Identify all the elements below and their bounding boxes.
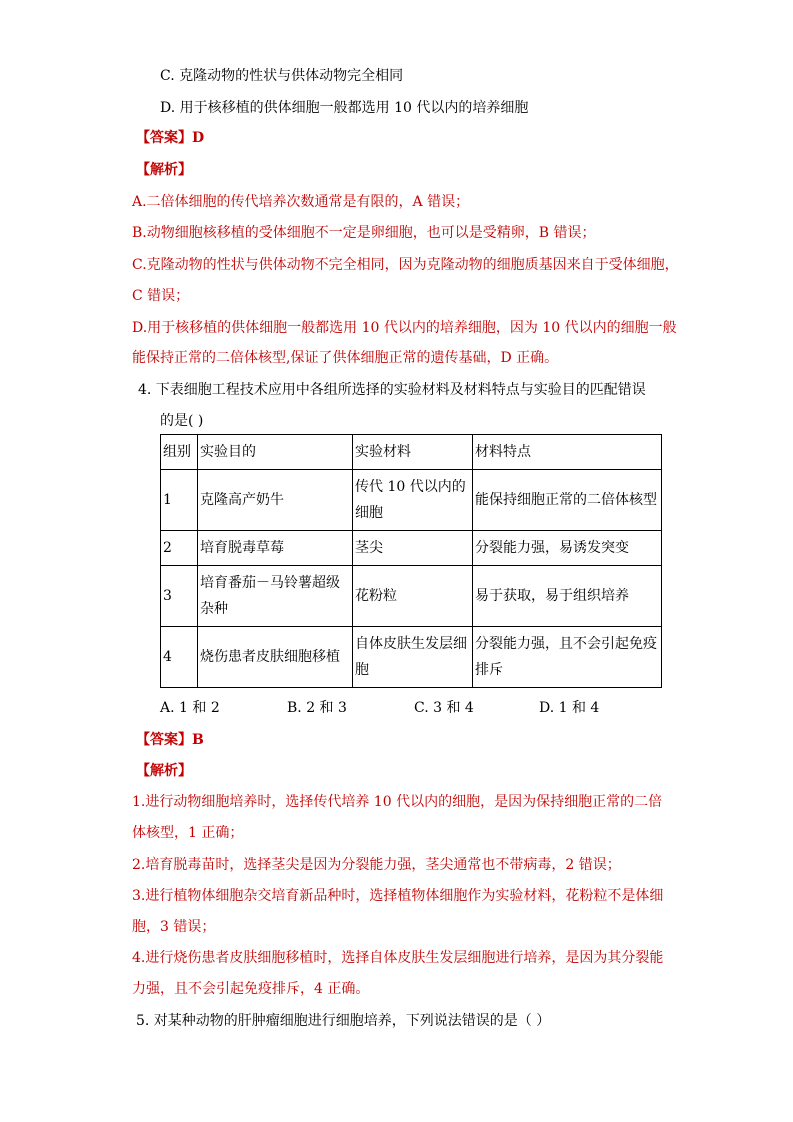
- table-row: [161, 470, 662, 531]
- analysis-line: 能保持正常的二倍体核型,保证了供体细胞正常的遗传基础，D 正确。: [132, 350, 559, 366]
- table-cell: 克隆高产奶牛: [198, 470, 353, 531]
- option-c: C. 克隆动物的性状与供体动物完全相同: [160, 68, 404, 84]
- table-cell: 分裂能力强，易诱发突变: [473, 531, 662, 566]
- option-a: A. 1 和 2: [160, 700, 220, 716]
- table-cell: 分裂能力强，且不会引起免疫排斥: [473, 627, 662, 688]
- answer-options: [160, 698, 599, 718]
- table-cell: 1: [161, 470, 198, 531]
- analysis-line: D.用于核移植的供体细胞一般都选用 10 代以内的培养细胞，因为 10 代以内的细胞一般: [132, 320, 677, 336]
- table-cell: 能保持细胞正常的二倍体核型: [473, 470, 662, 531]
- analysis-label: 【解析】: [136, 162, 192, 178]
- table-cell: 烧伤患者皮肤细胞移植: [198, 627, 353, 688]
- table-cell: 3: [161, 566, 198, 627]
- answer-label: 【答案】D: [136, 130, 205, 146]
- question-4-stem-cont: 的是( ): [160, 413, 204, 429]
- option-c: C. 3 和 4: [414, 700, 474, 716]
- analysis-label: 【解析】: [136, 763, 192, 779]
- option-b: B. 2 和 3: [287, 700, 347, 716]
- analysis-line: 胞，3 错误；: [132, 919, 216, 935]
- table-header-cell: 材料特点: [473, 435, 662, 470]
- analysis-line: 2.培育脱毒苗时，选择茎尖是因为分裂能力强，茎尖通常也不带病毒，2 错误；: [132, 857, 621, 873]
- table-row: [161, 531, 662, 566]
- table-header-cell: 组别: [161, 435, 198, 470]
- analysis-line: 3.进行植物体细胞杂交培育新品种时，选择植物体细胞作为实验材料，花粉粒不是体细: [132, 888, 664, 904]
- table-row: [161, 566, 662, 627]
- answer-label: 【答案】B: [136, 732, 204, 748]
- option-d: D. 1 和 4: [539, 700, 600, 716]
- analysis-line: C.克隆动物的性状与供体动物不完全相同，因为克隆动物的细胞质基因来自于受体细胞，: [132, 257, 679, 273]
- table-cell: 培育番茄－马铃薯超级杂种: [198, 566, 353, 627]
- table-cell: 茎尖: [353, 531, 473, 566]
- table-cell: 4: [161, 627, 198, 688]
- table-cell: 传代 10 代以内的细胞: [353, 470, 473, 531]
- table-cell: 2: [161, 531, 198, 566]
- question-4-stem: 4. 下表细胞工程技术应用中各组所选择的实验材料及材料特点与实验目的匹配错误: [138, 382, 646, 398]
- analysis-line: C 错误；: [132, 288, 190, 304]
- table-header-cell: 实验材料: [353, 435, 473, 470]
- analysis-line: 4.进行烧伤患者皮肤细胞移植时，选择自体皮肤生发层细胞进行培养，是因为其分裂能: [132, 950, 664, 966]
- table-header-cell: 实验目的: [198, 435, 353, 470]
- option-d: D. 用于核移植的供体细胞一般都选用 10 代以内的培养细胞: [160, 100, 529, 116]
- table-row: [161, 627, 662, 688]
- analysis-line: 1.进行动物细胞培养时，选择传代培养 10 代以内的细胞，是因为保持细胞正常的二倍: [132, 794, 663, 810]
- analysis-line: 体核型，1 正确；: [132, 825, 244, 841]
- table-header-row: [161, 435, 662, 470]
- question-5-stem: 5. 对某种动物的肝肿瘤细胞进行细胞培养，下列说法错误的是（ ）: [136, 1013, 551, 1029]
- analysis-line: A.二倍体细胞的传代培养次数通常是有限的，A 错误；: [132, 194, 470, 210]
- table-cell: 花粉粒: [353, 566, 473, 627]
- table-cell: 培育脱毒草莓: [198, 531, 353, 566]
- table-cell: 自体皮肤生发层细胞: [353, 627, 473, 688]
- table-cell: 易于获取，易于组织培养: [473, 566, 662, 627]
- analysis-line: B.动物细胞核移植的受体细胞不一定是卵细胞，也可以是受精卵，B 错误；: [132, 225, 596, 241]
- analysis-line: 力强，且不会引起免疫排斥，4 正确。: [132, 981, 370, 997]
- experiment-table: [160, 434, 662, 688]
